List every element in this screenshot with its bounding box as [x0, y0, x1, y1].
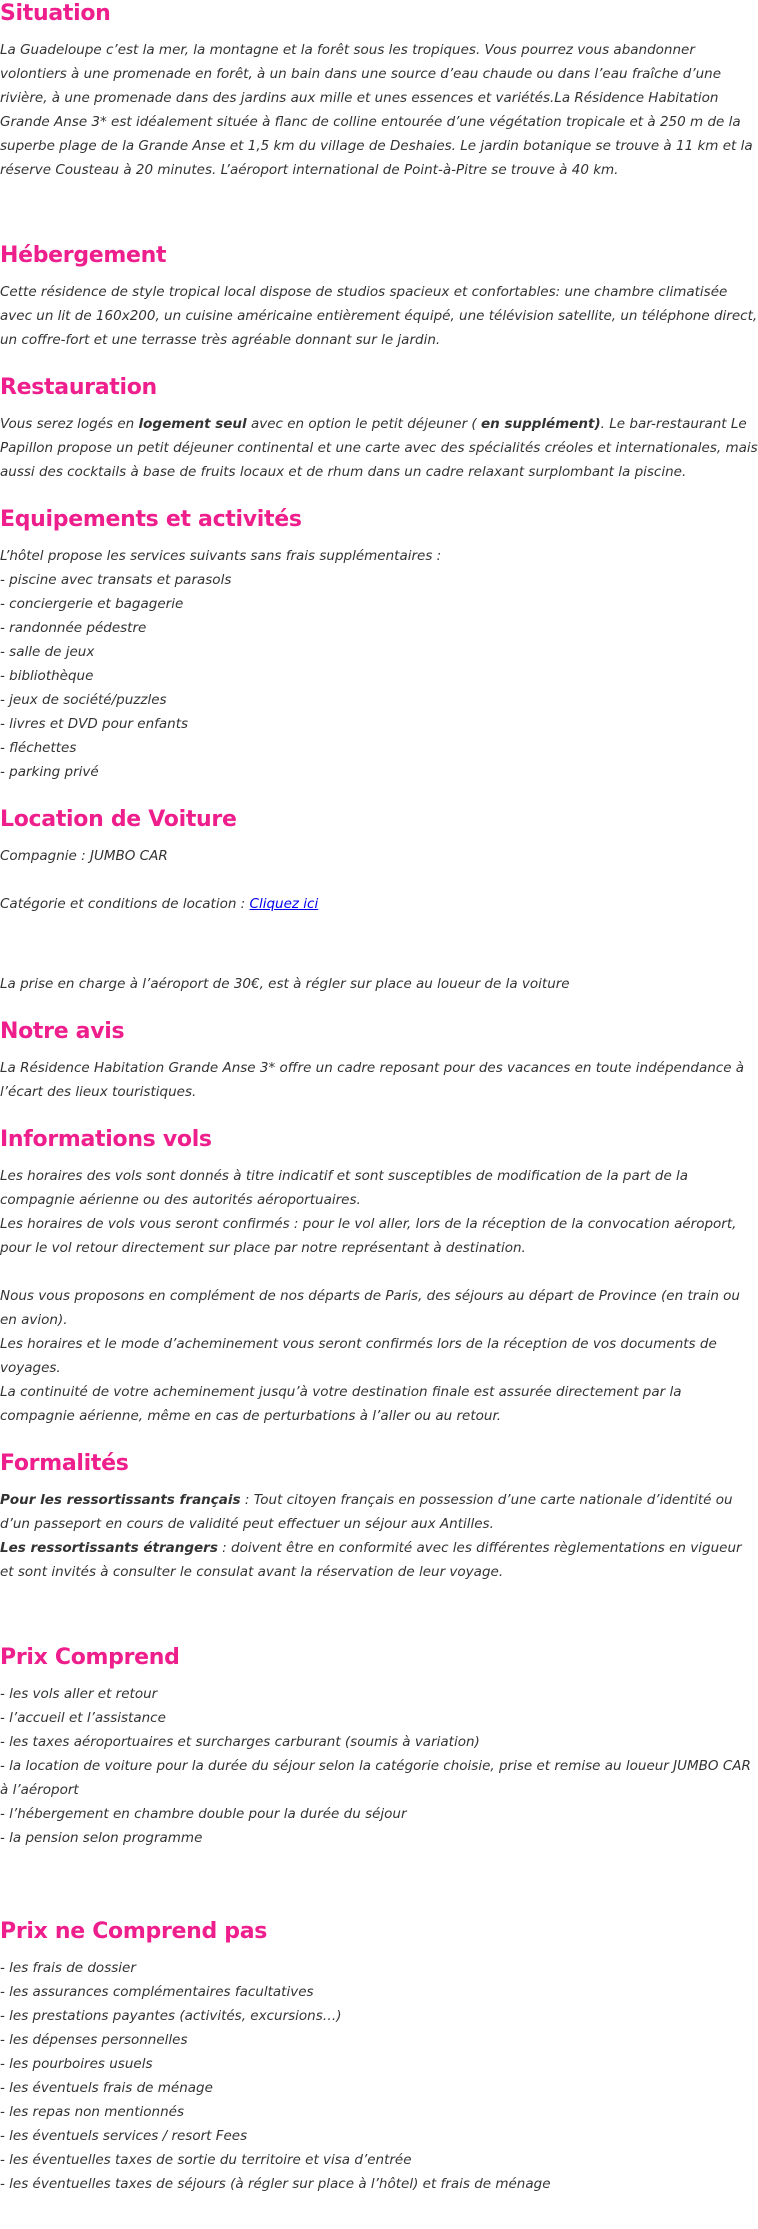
- list-item: - les vols aller et retour: [0, 1686, 158, 1702]
- list-item: - les éventuelles taxes de sortie du territoire et visa d’entrée: [0, 2152, 412, 2168]
- section-title-equipements: Equipements et activités: [0, 507, 302, 532]
- list-item: - les éventuels services / resort Fees: [0, 2128, 248, 2144]
- list-item: - les dépenses personnelles: [0, 2032, 188, 2048]
- formalites-text: Pour les ressortissants français : Tout citoyen français en possession d’une carte nationale d’identité ou d’un passeport en cours de validité peut effectuer un séjour aux Antilles. Les ressortissants étrangers : doivent être en conformité avec les différentes règlementations en vigueur et sont invités à consulter le consulat avant la réservation de leur voyage.: [0, 1492, 742, 1580]
- hebergement-text: Cette résidence de style tropical local dispose de studios spacieux et confortables: une chambre climatisée avec un lit de 160x200, un cuisine américaine entièrement équipé, une télévision satellite, un téléphone direct, un coffre-fort et une terrasse très agréable donnant sur le jardin.: [0, 284, 758, 348]
- list-item: - les éventuelles taxes de séjours (à régler sur place à l’hôtel) et frais de ménage: [0, 2176, 551, 2192]
- equipements-list: [0, 544, 758, 784]
- section-title-vols: Informations vols: [0, 1127, 212, 1152]
- list-item: - les frais de dossier: [0, 1960, 136, 1976]
- list-item: - fléchettes: [0, 740, 77, 756]
- list-item: - parking privé: [0, 764, 99, 780]
- list-item: - les éventuels frais de ménage: [0, 2080, 213, 2096]
- section-title-avis: Notre avis: [0, 1019, 125, 1044]
- list-item: - les repas non mentionnés: [0, 2104, 184, 2120]
- list-item: - les taxes aéroportuaires et surcharges carburant (soumis à variation): [0, 1734, 480, 1750]
- equipements-intro: L’hôtel propose les services suivants sans frais supplémentaires :: [0, 548, 442, 564]
- section-title-formalites: Formalités: [0, 1451, 129, 1476]
- list-item: - la location de voiture pour la durée du séjour selon la catégorie choisie, prise et remise au loueur JUMBO CAR à l’aéroport: [0, 1758, 751, 1798]
- conditions-link[interactable]: Cliquez ici: [249, 896, 319, 912]
- list-item: - les pourboires usuels: [0, 2056, 153, 2072]
- situation-text: La Guadeloupe c’est la mer, la montagne et la forêt sous les tropiques. Vous pourrez vous abandonner volontiers à une promenade en forêt, à un bain dans une source d’eau chaude ou dans l’eau fraîche d’une rivière, à une promenade dans des jardins aux mille et unes essences et variétés.La Résidence Habitation Grande Anse 3* est idéalement située à flanc de colline entourée d’une végétation tropicale et à 250 m de la superbe plage de la Grande Anse et 1,5 km du village de Deshaies. Le jardin botanique se trouve à 11 km et la réserve Cousteau à 20 minutes. L’aéroport international de Point-à-Pitre se trouve à 40 km.: [0, 42, 753, 178]
- list-item: - l’hébergement en chambre double pour la durée du séjour: [0, 1806, 407, 1822]
- section-title-location: Location de Voiture: [0, 807, 237, 832]
- list-item: - les prestations payantes (activités, excursions…): [0, 2008, 342, 2024]
- list-item: - conciergerie et bagagerie: [0, 596, 184, 612]
- list-item: - salle de jeux: [0, 644, 95, 660]
- list-item: - jeux de société/puzzles: [0, 692, 167, 708]
- section-title-restauration: Restauration: [0, 375, 157, 400]
- list-item: - bibliothèque: [0, 668, 94, 684]
- list-item: - les assurances complémentaires facultatives: [0, 1984, 314, 2000]
- prix-ne-comprend-list: [0, 1956, 758, 2196]
- prix-comprend-list: [0, 1682, 758, 1850]
- list-item: - la pension selon programme: [0, 1830, 203, 1846]
- restauration-text: Vous serez logés en logement seul avec en option le petit déjeuner ( en supplément). Le bar-restaurant Le Papillon propose un petit déjeuner continental et une carte avec des spécialités créoles et internationales, mais aussi des cocktails à base de fruits locaux et de rhum dans un cadre relaxant surplombant la piscine.: [0, 416, 758, 480]
- list-item: - l’accueil et l’assistance: [0, 1710, 166, 1726]
- location-conditions: Catégorie et conditions de location : Cliquez ici: [0, 896, 319, 912]
- location-airport-note: La prise en charge à l’aéroport de 30€, est à régler sur place au loueur de la voiture: [0, 976, 570, 992]
- avis-text: La Résidence Habitation Grande Anse 3* offre un cadre reposant pour des vacances en toute indépendance à l’écart des lieux touristiques.: [0, 1060, 745, 1100]
- section-title-prix-ne-comprend: Prix ne Comprend pas: [0, 1919, 268, 1944]
- section-title-prix-comprend: Prix Comprend: [0, 1645, 180, 1670]
- location-company: Compagnie : JUMBO CAR: [0, 848, 168, 864]
- list-item: - piscine avec transats et parasols: [0, 572, 232, 588]
- list-item: - randonnée pédestre: [0, 620, 147, 636]
- section-title-hebergement: Hébergement: [0, 243, 167, 268]
- list-item: - livres et DVD pour enfants: [0, 716, 189, 732]
- vols-paragraph-1: Les horaires des vols sont donnés à titre indicatif et sont susceptibles de modification de la part de la compagnie aérienne ou des autorités aéroportuaires. Les horaires de vols vous seront confirmés : pour le vol aller, lors de la réception de la convocation aéroport, pour le vol retour directement sur place par notre représentant à destination.: [0, 1168, 737, 1256]
- vols-paragraph-2: Nous vous proposons en complément de nos départs de Paris, des séjours au départ de Province (en train ou en avion). Les horaires et le mode d’acheminement vous seront confirmés lors de la réception de vos documents de voyages. La continuité de votre acheminement jusqu’à votre destination finale est assurée directement par la compagnie aérienne, même en cas de perturbations à l’aller ou au retour.: [0, 1288, 740, 1424]
- section-title-situation: Situation: [0, 1, 111, 26]
